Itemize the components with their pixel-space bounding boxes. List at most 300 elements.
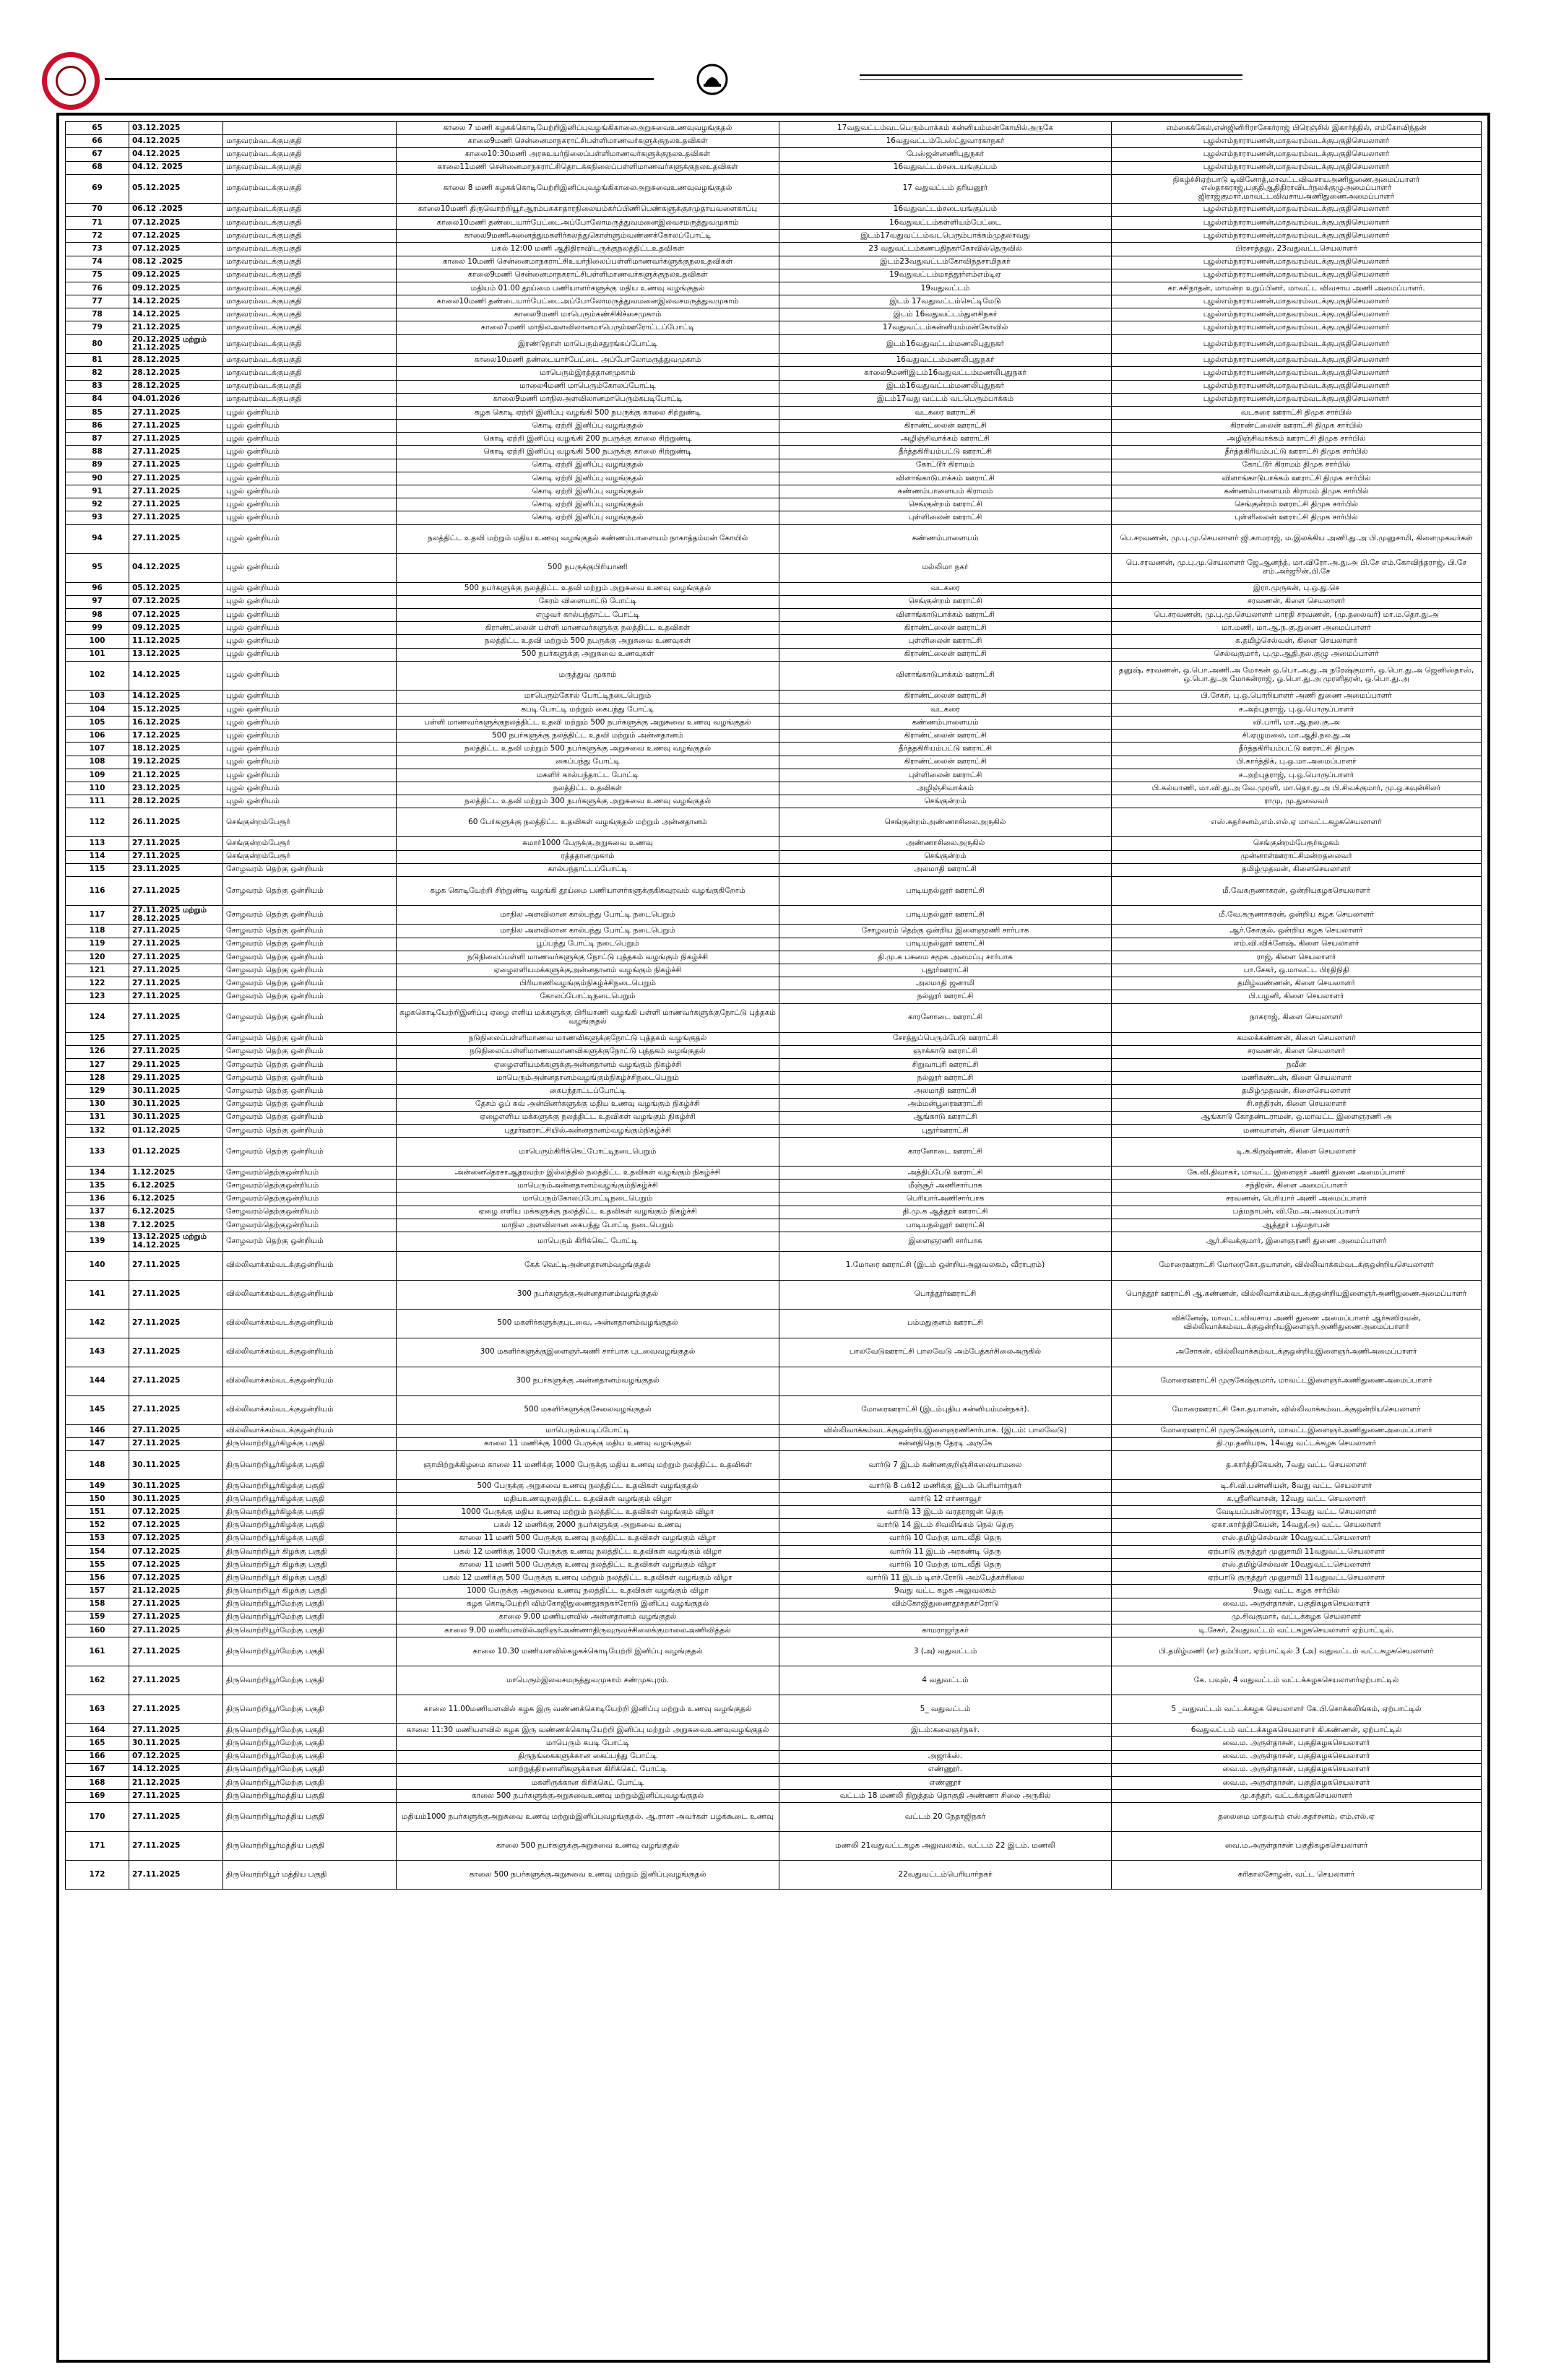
organiser: தீர்த்தகிரியம்பட்டு ஊராட்சி திமுக சார்பில் — [1112, 446, 1482, 459]
row-number: 106 — [66, 730, 129, 743]
organiser: அசோகன், வில்லிவாக்கம்வடக்குஒன்றியஇளைஞர்அணிஅமைப்பாளர் — [1112, 1338, 1482, 1367]
party-unit: புழல் ஒன்றியம் — [223, 485, 397, 498]
venue: கிராண்ட்லைன் ஊராட்சி — [779, 648, 1112, 661]
table-row — [66, 905, 1482, 925]
row-number: 169 — [66, 1790, 129, 1803]
party-unit: வில்லிவாக்கம்வடக்குஒன்றியம் — [223, 1280, 397, 1309]
table-row — [66, 863, 1482, 876]
venue: நல்லூர் ஊராட்சி — [779, 990, 1112, 1003]
table-row — [66, 1585, 1482, 1598]
programme: தேசம் ஓப் கவ் அன்பினர்களுக்கு மதிய உணவு வழங்கும் நிகழ்ச்சி — [397, 1098, 779, 1111]
row-number: 90 — [66, 472, 129, 485]
venue: சோத்துப்பெரும்பேடு ஊராட்சி — [779, 1032, 1112, 1045]
programme: கைப்பந்து போட்டி — [397, 756, 779, 769]
row-number: 84 — [66, 393, 129, 406]
party-unit: திருவொற்றியூர்மத்திய பகுதி — [223, 1790, 397, 1803]
party-unit: மாதவரம்வடக்குபகுதி — [223, 230, 397, 243]
programme: 300 நபர்களுக்கு அன்னதானம்வழங்குதல் — [397, 1367, 779, 1395]
row-number: 83 — [66, 380, 129, 393]
venue: புதூர்ஊராட்சி — [779, 1124, 1112, 1137]
event-date: 07.12.2025 — [129, 1559, 223, 1572]
venue: 5_ வதுவட்டம் — [779, 1695, 1112, 1724]
venue: நல்லூர் ஊராட்சி — [779, 1072, 1112, 1085]
programme: மாற்றுத்திறனாளிகளுக்கான கிரிக்கெட் போட்டி — [397, 1763, 779, 1776]
venue: ஆங்காடு ஊராட்சி — [779, 1111, 1112, 1124]
row-number: 136 — [66, 1193, 129, 1206]
table-row — [66, 1032, 1482, 1045]
table-row — [66, 334, 1482, 354]
event-date: 04.12.2025 — [129, 135, 223, 148]
party-unit: மாதவரம்வடக்குபகுதி — [223, 321, 397, 334]
party-unit: மாதவரம்வடக்குபகுதி — [223, 203, 397, 216]
programme: பகல் 12 மணிக்கு 1000 பேருக்கு உணவு நலத்திட்ட உதவிகள் வழங்கும் விழா — [397, 1545, 779, 1558]
programme: காலை9மணி மாநிலஅளவிலானமாபெரும்கபடிபோட்டி — [397, 393, 779, 406]
organiser: 5 _வதுவட்டம் வட்டக்கழக செயலாளர் கே.பி.சொக்கலிங்கம், ஏற்பாட்டில் — [1112, 1695, 1482, 1724]
venue: புள்ளிலைன் ஊராட்சி — [779, 769, 1112, 782]
table-row — [66, 1167, 1482, 1180]
party-unit: செங்குன்றம்பேரூர் — [223, 837, 397, 850]
organiser: கே.வி.திவாகர், மாவட்ட இளைஞர் அணி துணை அமைப்பாளர் — [1112, 1167, 1482, 1180]
organiser: சந்திரன், கிளை அமைப்பாளர் — [1112, 1180, 1482, 1193]
organiser: எஸ்.தமிழ்செல்வன் 10வதுவட்டசெயலாளர் — [1112, 1532, 1482, 1545]
event-date: 28.12.2025 — [129, 367, 223, 380]
programme: மாபெரும்கபடிப்போட்டி — [397, 1424, 779, 1437]
organiser: புழல்எம்நாராயணன்,மாதவரம்வடக்குபகுதிசெயலாளர் — [1112, 203, 1482, 216]
organiser: பா.சேகர், ஒ.மாவட்ட பிரதிநிதி — [1112, 964, 1482, 977]
venue: புள்ளிலைன் ஊராட்சி — [779, 511, 1112, 524]
party-unit: சோழவரம் தெற்கு ஒன்றியம் — [223, 1111, 397, 1124]
table-row — [66, 1666, 1482, 1695]
programme: 300 மகளிர்களுக்குஇளைஞர்அணி சார்பாக புடவைவழங்குதல் — [397, 1338, 779, 1367]
venue: வார்டு 13 இடம் வரதராஜன் தெரு — [779, 1506, 1112, 1519]
organiser: புழல்எம்நாராயணன்,மாதவரம்வடக்குபகுதிசெயலாளர் — [1112, 295, 1482, 308]
programme: காலை 8 மணி கழகக்கொடியேற்றிஇனிப்புவழங்கிகாலைஅறுசுவைஉணவுவழங்குதல் — [397, 174, 779, 203]
programme: மாபெரும்அன்னதானம்வழங்கும்நிகழ்ச்சிநடைபெறும் — [397, 1072, 779, 1085]
party-unit: திருவொற்றியூர்மேற்கு பகுதி — [223, 1763, 397, 1776]
party-unit: மாதவரம்வடக்குபகுதி — [223, 282, 397, 295]
organiser: மீ.வேகருணாகரன், ஒன்றியகழகசெயலாளர் — [1112, 876, 1482, 905]
organiser: டி.சு.கிருஷ்ணன், கிளை செயலாளர் — [1112, 1138, 1482, 1167]
event-date: 27.11.2025 — [129, 964, 223, 977]
event-date: 27.11.2025 — [129, 1666, 223, 1695]
organiser: வை.ம. அருள்தாசன், பகுதிகழகசெயலாளர் — [1112, 1750, 1482, 1763]
table-row — [66, 1572, 1482, 1585]
row-number: 88 — [66, 446, 129, 459]
party-unit: திருவொற்றியூர் கிழக்கு பகுதி — [223, 1545, 397, 1558]
party-unit: சோழவரம்தெற்குஒன்றியம் — [223, 1167, 397, 1180]
event-date: 27.11.2025 — [129, 1437, 223, 1450]
row-number: 122 — [66, 977, 129, 990]
event-date: 21.12.2025 — [129, 1585, 223, 1598]
row-number: 158 — [66, 1598, 129, 1611]
event-date: 27.11.2025 — [129, 1624, 223, 1637]
party-unit: புழல் ஒன்றியம் — [223, 608, 397, 621]
programme: கைபந்தாட்டப்போட்டி — [397, 1085, 779, 1098]
venue: அலமாதி ஊராட்சி — [779, 1085, 1112, 1098]
event-date: 27.11.2025 — [129, 977, 223, 990]
organiser: கே. பவுல், 4 வதுவட்டம் வட்டக்கழகசெயலாளர்ஏற்பாட்டில் — [1112, 1666, 1482, 1695]
row-number: 138 — [66, 1219, 129, 1232]
event-date: 27.11.2025 — [129, 1724, 223, 1737]
programme: 500 மகளிர்களுக்குசேலைவழங்குதல் — [397, 1395, 779, 1424]
organiser: வடகரை ஊராட்சி திமுக சார்பில் — [1112, 406, 1482, 419]
row-number: 109 — [66, 769, 129, 782]
party-unit: மாதவரம்வடக்குபகுதி — [223, 161, 397, 174]
venue: சிறுவாபுரி ஊராட்சி — [779, 1058, 1112, 1071]
organiser: க.தமிழ்செல்வன், கிளை செயலாளர் — [1112, 635, 1482, 648]
organiser: ஆர்.கோகுல், ஒன்றிய கழக செயலாளர் — [1112, 925, 1482, 938]
programme: கால்பந்தாட்டப்போட்டி — [397, 863, 779, 876]
row-number: 75 — [66, 269, 129, 282]
organiser: நாகராஜ், கிளை செயலாளர் — [1112, 1003, 1482, 1032]
event-date: 14.12.2025 — [129, 690, 223, 703]
row-number: 78 — [66, 308, 129, 321]
programme: மகளிர் கால்பந்தாட்ட போட்டி — [397, 769, 779, 782]
table-row — [66, 1045, 1482, 1058]
event-date: 30.11.2025 — [129, 1479, 223, 1492]
programme: காலை 11 மணிக்கு 1000 பேருக்கு மதிய உணவு வழங்குதல் — [397, 1437, 779, 1450]
venue: இளைஞரணி சார்பாக — [779, 1232, 1112, 1252]
table-row — [66, 321, 1482, 334]
row-number: 91 — [66, 485, 129, 498]
table-row — [66, 730, 1482, 743]
organiser: மோரைஊராட்சி முருகேஷ்குமார், மாவட்டஇளைஞர்அணிதுணைஅமைப்பாளர் — [1112, 1424, 1482, 1437]
table-row — [66, 1493, 1482, 1506]
table-row — [66, 1138, 1482, 1167]
party-unit: சோழவரம் தெற்கு ஒன்றியம் — [223, 1232, 397, 1252]
row-number: 144 — [66, 1367, 129, 1395]
programme: மாபெரும் கிரிக்கெட் போட்டி — [397, 1232, 779, 1252]
party-logo-icon — [42, 52, 100, 110]
programme: நலத்திட்ட உதவி மற்றும் மதிய உணவு வழங்குதல் கண்ணம்பாளையம் நாகாத்தம்மன் கோயில் — [397, 524, 779, 553]
row-number: 82 — [66, 367, 129, 380]
organiser: புழல்எம்நாராயணன்,மாதவரம்வடக்குபகுதிசெயலாளர் — [1112, 269, 1482, 282]
venue: கிராண்ட்லைன் ஊராட்சி — [779, 730, 1112, 743]
programme: கிராண்ட்லைன் பள்ளி மாணவர்களுக்கு நலத்திட்ட உதவிகள் — [397, 622, 779, 635]
table-row — [66, 1072, 1482, 1085]
table-row — [66, 1098, 1482, 1111]
party-unit: திருவொற்றியூர்கிழக்கு பகுதி — [223, 1532, 397, 1545]
row-number: 89 — [66, 459, 129, 472]
event-date: 27.11.2025 — [129, 850, 223, 863]
venue: வார்டு 10 மேற்கு மாடவீதி தெரு — [779, 1559, 1112, 1572]
row-number: 148 — [66, 1450, 129, 1479]
programme: 1000 பேருக்கு அறுசுவை உணவு நலத்திட்ட உதவிகள் வழங்கும் விழா — [397, 1585, 779, 1598]
venue: 1.மோரை ஊராட்சி (இடம் ஒன்றியஅலுவலகம், வீராபுரம்) — [779, 1251, 1112, 1280]
programme: அன்னைதெரசாஆதரவற்ற இல்லத்தில் நலத்திட்ட உதவிகள் வழங்கும் நிகழ்ச்சி — [397, 1167, 779, 1180]
table-row — [66, 1506, 1482, 1519]
organiser: வை.ம. அருள்தாசன், பகுதிகழகசெயலாளர் — [1112, 1737, 1482, 1750]
programme: 500 நபர்களுக்கு நலத்திட்ட உதவி மற்றும் அன்னதானம் — [397, 730, 779, 743]
party-unit: மாதவரம்வடக்குபகுதி — [223, 308, 397, 321]
event-date: 27.11.2025 — [129, 1367, 223, 1395]
programme: கொடி ஏற்றி இனிப்பு வழங்குதல் — [397, 511, 779, 524]
organiser: எம்.வி.விக்னேஷ், கிளை செயலாளர் — [1112, 938, 1482, 951]
party-unit: திருவொற்றியூர்கிழக்கு பகுதி — [223, 1506, 397, 1519]
row-number: 94 — [66, 524, 129, 553]
party-unit: திருவொற்றியூர்கிழக்கு பகுதி — [223, 1479, 397, 1492]
event-date: 04.01.2026 — [129, 393, 223, 406]
party-unit: மாதவரம்வடக்குபகுதி — [223, 295, 397, 308]
row-number: 95 — [66, 553, 129, 582]
table-row — [66, 1763, 1482, 1776]
organiser: டி.சி.வி.பண்னியன், 8வது வட்ட செயலாளர் — [1112, 1479, 1482, 1492]
party-unit: சோழவரம் தெற்கு ஒன்றியம் — [223, 863, 397, 876]
masthead-rule-right — [860, 74, 1242, 76]
event-date: 27.11.2025 — [129, 938, 223, 951]
party-unit: திருவொற்றியூர்கிழக்கு பகுதி — [223, 1450, 397, 1479]
programme: மகளிருக்கான கிரிக்கெட் போட்டி — [397, 1776, 779, 1789]
table-row — [66, 1624, 1482, 1637]
row-number: 154 — [66, 1545, 129, 1558]
venue: 19வதுவட்டம்மாத்தூர்எம்எம்டிஏ — [779, 269, 1112, 282]
venue: 4 வதுவட்டம் — [779, 1666, 1112, 1695]
schedule-table — [65, 121, 1482, 1890]
row-number: 128 — [66, 1072, 129, 1085]
table-row — [66, 1111, 1482, 1124]
event-date: 27.11.2025 — [129, 951, 223, 964]
venue: இடம் 16வதுவட்டம்துளசிநகர் — [779, 308, 1112, 321]
venue: கிராண்ட்லைன் ஊராட்சி — [779, 756, 1112, 769]
event-date: 21.12.2025 — [129, 769, 223, 782]
table-row — [66, 1395, 1482, 1424]
venue: வார்டு 8 பக்12 மணிக்கு இடம் பெரியார்நகர் — [779, 1479, 1112, 1492]
table-row — [66, 1251, 1482, 1280]
programme: 300 நபர்களுக்குஅன்னதானம்வழங்குதல் — [397, 1280, 779, 1309]
event-date: 28.12.2025 — [129, 354, 223, 367]
party-unit: புழல் ஒன்றியம் — [223, 743, 397, 756]
event-date: 09.12.2025 — [129, 269, 223, 282]
party-unit: திருவொற்றியூர்மேற்கு பகுதி — [223, 1750, 397, 1763]
party-unit: சோழவரம்தெற்குஒன்றியம் — [223, 1206, 397, 1219]
row-number: 92 — [66, 498, 129, 511]
venue: வார்டு 14 இடம் சிவலிங்கம் நெல் தெரு — [779, 1519, 1112, 1532]
venue: அஜாக்ஸ். — [779, 1750, 1112, 1763]
row-number: 76 — [66, 282, 129, 295]
venue: செங்குன்றம் ஊராட்சி — [779, 498, 1112, 511]
event-date: 07.12.2025 — [129, 1532, 223, 1545]
row-number: 110 — [66, 782, 129, 795]
venue: வார்டு 7 இடம் கண்ணகுறிஞ்சிகலையாமலை — [779, 1450, 1112, 1479]
organiser: தமிழ்முதவன், கிளைசெயலாளர் — [1112, 1085, 1482, 1098]
row-number: 104 — [66, 703, 129, 716]
party-unit: மாதவரம்வடக்குபகுதி — [223, 393, 397, 406]
table-row — [66, 1058, 1482, 1071]
organiser: புழல்எம்நாராயணன்,மாதவரம்வடக்குபகுதிசெயலாளர் — [1112, 354, 1482, 367]
party-unit: திருவொற்றியூர்மேற்கு பகுதி — [223, 1776, 397, 1789]
venue: சன்னதிதெரு தேரடி அருகே — [779, 1437, 1112, 1450]
programme: மாபெரும்இரத்ததானமுகாம் — [397, 367, 779, 380]
table-row — [66, 756, 1482, 769]
event-date: 20.12.2025 மற்றும் 21.12.2025 — [129, 334, 223, 354]
venue: காமராஜர்நகர் — [779, 1624, 1112, 1637]
organiser: கா.சசிநாதன், மாமன்ற உறுப்பினர், மாவட்ட விவசாய அணி அமைப்பாளர். — [1112, 282, 1482, 295]
row-number: 73 — [66, 243, 129, 256]
table-row — [66, 782, 1482, 795]
row-number: 147 — [66, 1437, 129, 1450]
organiser: வை.ம. அருள்தாசன், பகுதிகழகசெயலாளர் — [1112, 1776, 1482, 1789]
venue: கண்ணம்பாளையம் கிராமம் — [779, 485, 1112, 498]
event-date: 27.11.2025 — [129, 511, 223, 524]
venue: பம்மதுகுளம் ஊராட்சி — [779, 1309, 1112, 1338]
event-date: 27.11.2025 — [129, 1861, 223, 1890]
party-unit: புழல் ஒன்றியம் — [223, 420, 397, 433]
organiser: செல்வகுமார், பு.மு.ஆதி.நல.குழு அமைப்பாளர் — [1112, 648, 1482, 661]
party-unit: சோழவரம் தெற்கு ஒன்றியம் — [223, 1098, 397, 1111]
programme: 500 நபர்களுக்கு அறுசுவை உணவுகள் — [397, 648, 779, 661]
row-number: 141 — [66, 1280, 129, 1309]
table-row — [66, 690, 1482, 703]
event-date: 27.11.2025 — [129, 876, 223, 905]
venue: பாடியநல்லூர் ஊராட்சி — [779, 905, 1112, 925]
organiser: தமிழ்முதவன், கிளைசெயலாளர் — [1112, 863, 1482, 876]
event-date: 04.12.2025 — [129, 148, 223, 161]
programme: மருத்துவ முகாம் — [397, 661, 779, 690]
event-date: 27.11.2025 — [129, 1309, 223, 1338]
event-date: 27.11.2025 — [129, 498, 223, 511]
programme: கொடி ஏற்றி இனிப்பு வழங்குதல் — [397, 459, 779, 472]
event-date: 27.11.2025 — [129, 406, 223, 419]
party-unit: புழல் ஒன்றியம் — [223, 661, 397, 690]
venue: கிராண்ட்லைன் ஊராட்சி — [779, 690, 1112, 703]
party-unit: மாதவரம்வடக்குபகுதி — [223, 135, 397, 148]
row-number: 65 — [66, 122, 129, 135]
party-unit: வில்லிவாக்கம்வடக்குஒன்றியம் — [223, 1395, 397, 1424]
table-row — [66, 990, 1482, 1003]
row-number: 120 — [66, 951, 129, 964]
event-date: 30.11.2025 — [129, 1098, 223, 1111]
venue: அழிஞ்சிவாக்கம் — [779, 782, 1112, 795]
organiser: செங்குன்றம்பேரூர்கழகம் — [1112, 837, 1482, 850]
party-unit: சோழவரம் தெற்கு ஒன்றியம் — [223, 990, 397, 1003]
venue: இடம்17வது வட்டம் வடபெரும்பாக்கம் — [779, 393, 1112, 406]
programme: ஏழைஎளியமக்களுக்குஅன்னதானம் வழங்கும் நிகழ்ச்சி — [397, 964, 779, 977]
row-number: 140 — [66, 1251, 129, 1280]
table-row — [66, 269, 1482, 282]
programme: 500 மகளிர்களுக்குபுடவை, அன்னதானம்வழங்குதல் — [397, 1309, 779, 1338]
party-unit: சோழவரம் தெற்கு ஒன்றியம் — [223, 1032, 397, 1045]
event-date: 27.11.2025 — [129, 1637, 223, 1666]
row-number: 129 — [66, 1085, 129, 1098]
venue: 16வதுவட்டம்சடையங்குப்பம் — [779, 161, 1112, 174]
table-row — [66, 876, 1482, 905]
table-row — [66, 524, 1482, 553]
party-unit: சோழவரம் தெற்கு ஒன்றியம் — [223, 1003, 397, 1032]
event-date: 19.12.2025 — [129, 756, 223, 769]
venue: பாலவேடுஊராட்சி பாலவேடு அம்பேத்கர்சிலைஅருகில் — [779, 1338, 1112, 1367]
organiser: மு.சுந்தர், வட்டக்கழகசெயலாளர் — [1112, 1790, 1482, 1803]
table-row — [66, 1776, 1482, 1789]
row-number: 71 — [66, 216, 129, 229]
event-date: 07.12.2025 — [129, 1519, 223, 1532]
venue: கண்ணம்பாளையம் — [779, 717, 1112, 730]
organiser: மோரைஊராட்சி கோ.தயாளன், வில்லிவாக்கம்வடக்குஒன்றியசெயலாளர் — [1112, 1395, 1482, 1424]
row-number: 143 — [66, 1338, 129, 1367]
programme: காலை10மணி தண்டையார்பேட்டை அப்போலோமருத்துவமுகாம் — [397, 354, 779, 367]
table-row — [66, 1611, 1482, 1624]
row-number: 124 — [66, 1003, 129, 1032]
party-unit: புழல் ஒன்றியம் — [223, 795, 397, 808]
party-unit: புழல் ஒன்றியம் — [223, 498, 397, 511]
organiser: ச.அற்புதராஜ், பு.ஒ.பொருப்பாளர் — [1112, 703, 1482, 716]
organiser: புழல்எம்நாராயணன்,மாதவரம்வடக்குபகுதிசெயலாளர் — [1112, 161, 1482, 174]
table-row — [66, 161, 1482, 174]
programme: பகல் 12:00 மணி ஆதிதிராவிடருக்குநலத்திட்டஉதவிகள் — [397, 243, 779, 256]
table-row — [66, 393, 1482, 406]
event-date: 27.11.2025 — [129, 837, 223, 850]
venue: விளாங்காடுபாக்கம் ஊராட்சி — [779, 661, 1112, 690]
programme: 1000 பேருக்கு மதிய உணவு மற்றும் நலத்திட்ட உதவிகள் வழங்கும் விழா — [397, 1506, 779, 1519]
table-row — [66, 433, 1482, 446]
event-date: 26.11.2025 — [129, 808, 223, 837]
programme: கொடி ஏற்றி இனிப்பு வழங்குதல் — [397, 472, 779, 485]
party-unit: புழல் ஒன்றியம் — [223, 769, 397, 782]
organiser: மோரைஊராட்சி முருகேஷ்குமார், மாவட்டஇளைஞர்அணிதுணைஅமைப்பாளர் — [1112, 1367, 1482, 1395]
table-row — [66, 230, 1482, 243]
programme: நடுநிலைப்பள்ளிமாணவமாணவிகளுக்குநோட்டு புத்தகம் வழங்குதல் — [397, 1045, 779, 1058]
party-unit: மாதவரம்வடக்குபகுதி — [223, 380, 397, 393]
event-date: 27.11.2025 — [129, 420, 223, 433]
venue — [779, 1611, 1112, 1624]
programme: ஞாயிற்றுக்கிழமை காலை 11 மணிக்கு 1000 பேருக்கு மதிய உணவு மற்றும் நலத்திட்ட உதவிகள் — [397, 1450, 779, 1479]
table-row — [66, 148, 1482, 161]
table-row — [66, 608, 1482, 621]
organiser: புழல்எம்நாராயணன்,மாதவரம்வடக்குபகுதிசெயலாளர் — [1112, 334, 1482, 354]
event-date: 28.12.2025 — [129, 795, 223, 808]
organiser: மோரைஊராட்சி மோரைகோ.தயாளன், வில்லிவாக்கம்வடக்குஒன்றியசெயலாளர் — [1112, 1251, 1482, 1280]
event-date: 07.12.2025 — [129, 608, 223, 621]
programme: காலை10:30மணி அரசுஉயர்நிலைப்பள்ளிமாணவர்களுக்குநலஉதவிகள் — [397, 148, 779, 161]
venue: 17வதுவட்டம்கன்னியம்மன்கோவில் — [779, 321, 1112, 334]
venue: கோட்டூர் கிராமம் — [779, 459, 1112, 472]
event-date: 27.11.2025 — [129, 472, 223, 485]
party-unit: சோழவரம் தெற்கு ஒன்றியம் — [223, 1072, 397, 1085]
party-unit: மாதவரம்வடக்குபகுதி — [223, 269, 397, 282]
organiser: 9வது வட்ட கழக சார்பில் — [1112, 1585, 1482, 1598]
event-date: 30.11.2025 — [129, 1737, 223, 1750]
event-date: 7.12.2025 — [129, 1219, 223, 1232]
party-unit: புழல் ஒன்றியம் — [223, 622, 397, 635]
venue: செங்குன்றம்அண்ணாசிலைஅருகில் — [779, 808, 1112, 837]
party-unit: புழல் ஒன்றியம் — [223, 553, 397, 582]
row-number: 164 — [66, 1724, 129, 1737]
venue: அம்மன்பூரைஊராட்சி — [779, 1098, 1112, 1111]
row-number: 86 — [66, 420, 129, 433]
event-date: 07.12.2025 — [129, 1545, 223, 1558]
row-number: 145 — [66, 1395, 129, 1424]
party-unit: புழல் ஒன்றியம் — [223, 782, 397, 795]
programme: மாநில அளவிலான கைபந்து போட்டி நடைபெறும் — [397, 1219, 779, 1232]
venue: எண்ணூர் — [779, 1776, 1112, 1789]
venue: வார்டு 11 இடம் டிஎச்.ரோடு அம்பேத்கர்சிலை — [779, 1572, 1112, 1585]
table-row — [66, 769, 1482, 782]
party-unit: திருவொற்றியூர்மேற்கு பகுதி — [223, 1598, 397, 1611]
row-number: 137 — [66, 1206, 129, 1219]
party-unit: சோழவரம் தெற்கு ஒன்றியம் — [223, 1085, 397, 1098]
programme: காலை 10மணி சென்னைமாநகராட்சிஉயர்நிலைப்பள்ளிமாணவர்களுக்குநலஉதவிகள் — [397, 256, 779, 269]
event-date: 30.11.2025 — [129, 1111, 223, 1124]
row-number: 163 — [66, 1695, 129, 1724]
organiser: தனுஷ், சரவணன், ஒ.பொ.அணி.அ மோகன் ஒ.பொ.அ.து.அ நரேஷ்குமார், ஒ.பொ.து.அ ஜெனிஸ்தாஸ், ஒ.பொ.து.அ மோகன்ராஜ், ஓ.பொ.து.அ முரளிதரன், ஒ.பொ.து.அ — [1112, 661, 1482, 690]
event-date: 27.11.2025 மற்றும் 28.12.2025 — [129, 905, 223, 925]
venue: பேஸ்ஜன்னணிபுதுநகர் — [779, 148, 1112, 161]
row-number: 70 — [66, 203, 129, 216]
party-unit: மாதவரம்வடக்குபகுதி — [223, 256, 397, 269]
organiser: ஆர்.சிவக்குமார், இளைஞரணி துணை அமைப்பாளர் — [1112, 1232, 1482, 1252]
event-date: 14.12.2025 — [129, 295, 223, 308]
venue: 23 வதுவட்டம்கணபதிநகர்கோவில்தெருவில் — [779, 243, 1112, 256]
event-date: 27.11.2025 — [129, 1003, 223, 1032]
